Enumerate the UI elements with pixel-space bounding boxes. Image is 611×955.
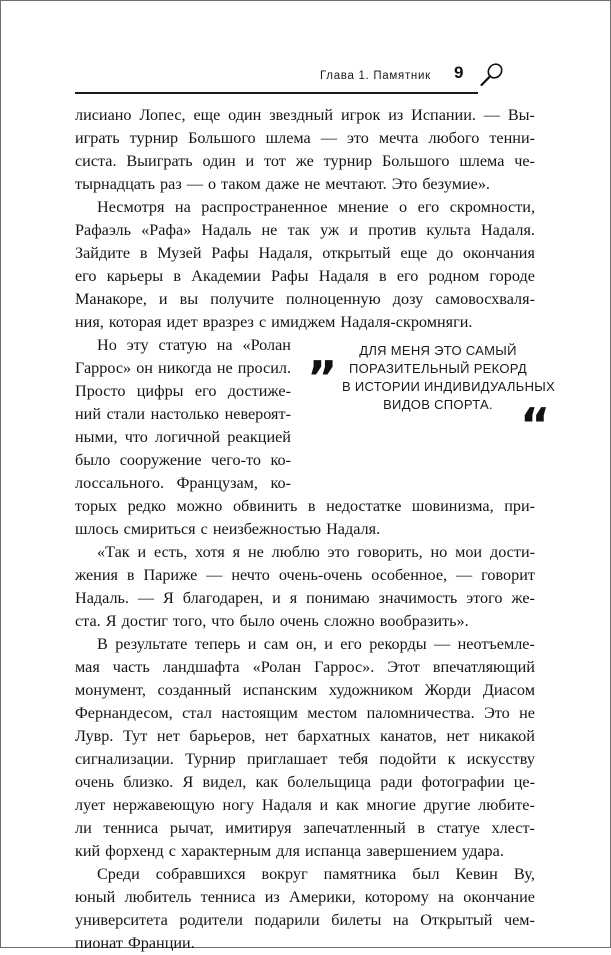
text-line: мая часть ландшафта «Ролан Гаррос». Этот впечатляющий <box>75 658 535 676</box>
text-line: очень близко. Я видел, как болельщица ради фотографии це- <box>75 773 535 791</box>
text-line: Надаль. — Я благодарен, и я понимаю значимость этого же- <box>75 589 535 607</box>
text-line: торых редко можно обвинить в недостатке шовинизма, при- <box>75 497 535 515</box>
text-line: систа. Выиграть один и тот же турнир Большого шлема че- <box>75 152 535 170</box>
text-line: ста. Я достиг того, что было очень сложно вообразить». <box>75 612 469 630</box>
running-header <box>0 0 611 100</box>
text-line: было сооружение чего-то ко- <box>75 451 291 469</box>
text-line: ли тенниса рычат, имитируя запечатленный в статуе хлест- <box>75 819 535 837</box>
text-line: Манакоре, и вы получите полноценную дозу самовосхваля- <box>75 290 535 308</box>
text-line: ными, что логичной реакцией <box>75 428 291 446</box>
text-line: играть турнир Большого шлема — это мечта любого тенни- <box>75 129 535 147</box>
text-line: монумент, созданный испанским художником Жорди Диасом <box>75 681 535 699</box>
text-line: кий форхенд с характерным для испанца завершением удара. <box>75 842 504 860</box>
text-line: Фернандесом, стал настоящим местом паломничества. Это не <box>75 704 535 722</box>
text-line: ния, которая идет вразрез с имиджем Надаля-скромняги. <box>75 313 473 331</box>
text-line: юный любитель тенниса из Америки, которому на окончание <box>75 888 535 906</box>
text-line: жения в Париже — нечто очень-очень особенное, — говорит <box>75 566 535 584</box>
text-line: тырнадцать раз — о таком даже не мечтают. Это безумие». <box>75 175 490 193</box>
text-line: ний стали настолько невероят- <box>75 405 291 423</box>
close-quote-mark: “ <box>520 398 551 452</box>
text-line: лует нержавеющую ногу Надаля и как многие другие любите- <box>75 796 535 814</box>
text-line: Лувр. Тут нет барьеров, нет бархатных канатов, нет никакой <box>75 727 535 745</box>
text-line: лисиано Лопес, еще один звездный игрок из Испании. — Вы- <box>75 106 535 124</box>
text-line: Несмотря на распространенное мнение о его скромности, <box>97 198 535 216</box>
text-line: «Так и есть, хотя я не люблю это говорить, но мои дости- <box>97 543 535 561</box>
text-line: его карьеры в Академии Рафы Надаля в его родном городе <box>75 267 535 285</box>
tennis-racket-icon <box>478 62 504 88</box>
page-number: 9 <box>454 63 464 82</box>
text-line: Гаррос» он никогда не просил. <box>75 359 291 377</box>
pull-quote-line: ВИДОВ СПОРТА. <box>383 397 493 412</box>
text-line: Рафаэль «Рафа» Надаль не так уж и против культа Надаля. <box>75 221 535 239</box>
pull-quote-line: ДЛЯ МЕНЯ ЭТО САМЫЙ <box>359 343 517 358</box>
pull-quote-text <box>342 342 556 414</box>
text-line: лоссального. Французам, ко- <box>75 474 291 492</box>
pull-quote-line: ПОРАЗИТЕЛЬНЫЙ РЕКОРД <box>349 361 527 376</box>
text-line: Просто цифры его достиже- <box>75 382 291 400</box>
text-line: пионат Франции. <box>75 934 195 952</box>
text-line: университета родители подарили билеты на Открытый чем- <box>75 911 535 929</box>
header-rule <box>75 92 478 94</box>
pull-quote <box>308 326 556 452</box>
chapter-title: Глава 1. Памятник <box>320 70 431 82</box>
text-line: Зайдите в Музей Рафы Надаля, открытый еще до окончания <box>75 244 535 262</box>
text-line: Среди собравшихся вокруг памятника был Кевин Ву, <box>97 865 535 883</box>
text-line: Но эту статую на «Ролан <box>97 336 291 354</box>
open-quote-mark: „ <box>308 326 339 380</box>
text-line: сигнализации. Турнир приглашает тебя подойти к искусству <box>75 750 535 768</box>
pull-quote-line: В ИСТОРИИ ИНДИВИДУАЛЬНЫХ <box>342 379 556 394</box>
text-line: В результате теперь и сам он, и его рекорды — неотъемле- <box>97 635 535 653</box>
body-text <box>75 104 556 955</box>
text-line: шлось смириться с неизбежностью Надаля. <box>75 520 381 538</box>
